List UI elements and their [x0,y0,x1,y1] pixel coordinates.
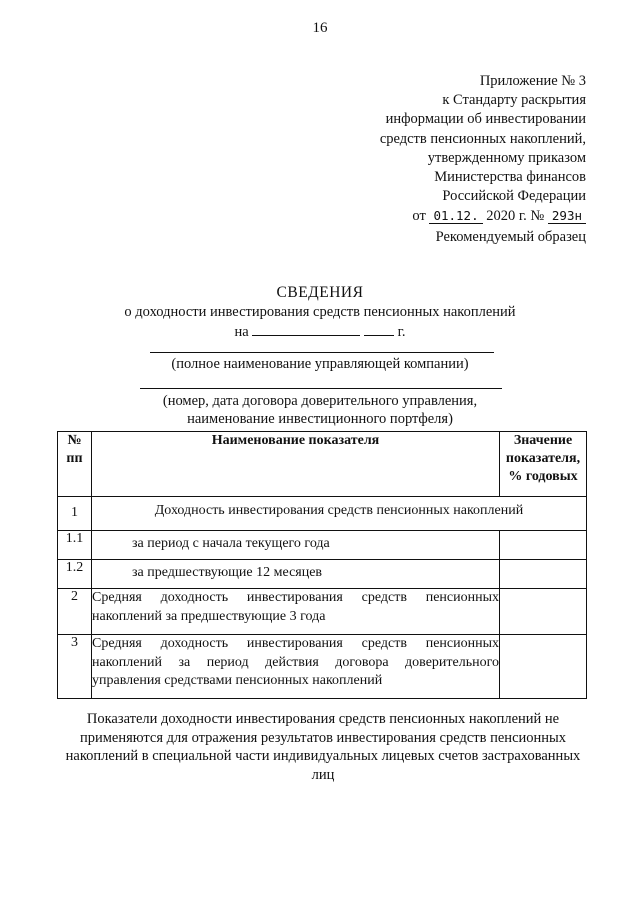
row-number: 2 [58,589,92,635]
page-number: 16 [312,20,328,36]
report-date-suffix: г. [397,324,406,340]
row-text: за предшествующие 12 месяцев [92,560,500,589]
document-subtitle: о доходности инвестирования средств пенсионных накоплений [124,304,516,320]
appendix-line: к Стандарту раскрытия [442,92,586,109]
appendix-line: средств пенсионных накоплений, [379,130,586,147]
report-date-line [0,323,640,341]
table-row [58,497,587,531]
header-indicator-name: Наименование показателя [92,432,500,497]
footnote: Показатели доходности инвестирования средств пенсионных накоплений не применяются для отражения результатов инвестирования средств пенсионных накоплений в специальной части индивидуальных лицевых счетов застрахованных лиц [65,711,581,783]
document-title: СВЕДЕНИЯ [276,284,364,301]
table-row [58,635,587,699]
appendix-line: Министерства финансов [434,169,586,186]
header-value [500,432,587,497]
header-value-line: % годовых [508,469,578,484]
row-value-cell [500,560,587,589]
header-number [58,432,92,497]
table-row [58,589,587,635]
table-row [58,531,587,560]
row-text: Средняя доходность инвестирования средств пенсионных накоплений за период действия договора доверительного управления средствами пенсионных накоплений [92,635,500,699]
row-text: Доходность инвестирования средств пенсионных накоплений [92,497,587,531]
row-value-cell [500,531,587,560]
table-header-row [58,432,587,497]
contract-caption: (номер, дата договора доверительного управления, [162,393,478,409]
row-value-cell [500,635,587,699]
company-caption: (полное наименование управляющей компании) [171,356,469,372]
row-number: 1.2 [58,560,92,589]
portfolio-caption: наименование инвестиционного портфеля) [187,411,453,427]
appendix-header [326,72,586,227]
header-number-symbol: № [67,433,82,448]
order-year: 2020 г. № [486,208,545,225]
company-fill-line [150,352,494,353]
appendix-date-line [326,206,586,226]
row-number: 3 [58,635,92,699]
row-number: 1 [58,497,92,531]
report-date-prefix: на [234,324,249,340]
appendix-line: Приложение № 3 [479,73,586,89]
row-text: Средняя доходность инвестирования средств пенсионных накоплений за предшествующие 3 года [92,589,500,635]
date-prefix: от [412,208,426,225]
recommended-sample-label: Рекомендуемый образец [435,229,586,245]
date-blank [252,323,360,336]
row-value-cell [500,589,587,635]
year-blank [364,323,394,336]
indicators-table [57,431,587,699]
row-text: за период с начала текущего года [92,531,500,560]
header-number-abbrev: пп [66,451,83,466]
contract-fill-line [140,388,502,389]
table-row [58,560,587,589]
appendix-line: информации об инвестировании [385,111,586,128]
appendix-line: утвержденному приказом [427,149,586,166]
order-date: 01.12. [429,208,482,224]
header-value-line: показателя, [505,451,581,466]
appendix-line: Российской Федерации [442,188,586,205]
row-number: 1.1 [58,531,92,560]
header-value-line: Значение [513,433,573,448]
order-number: 293н [548,208,586,224]
